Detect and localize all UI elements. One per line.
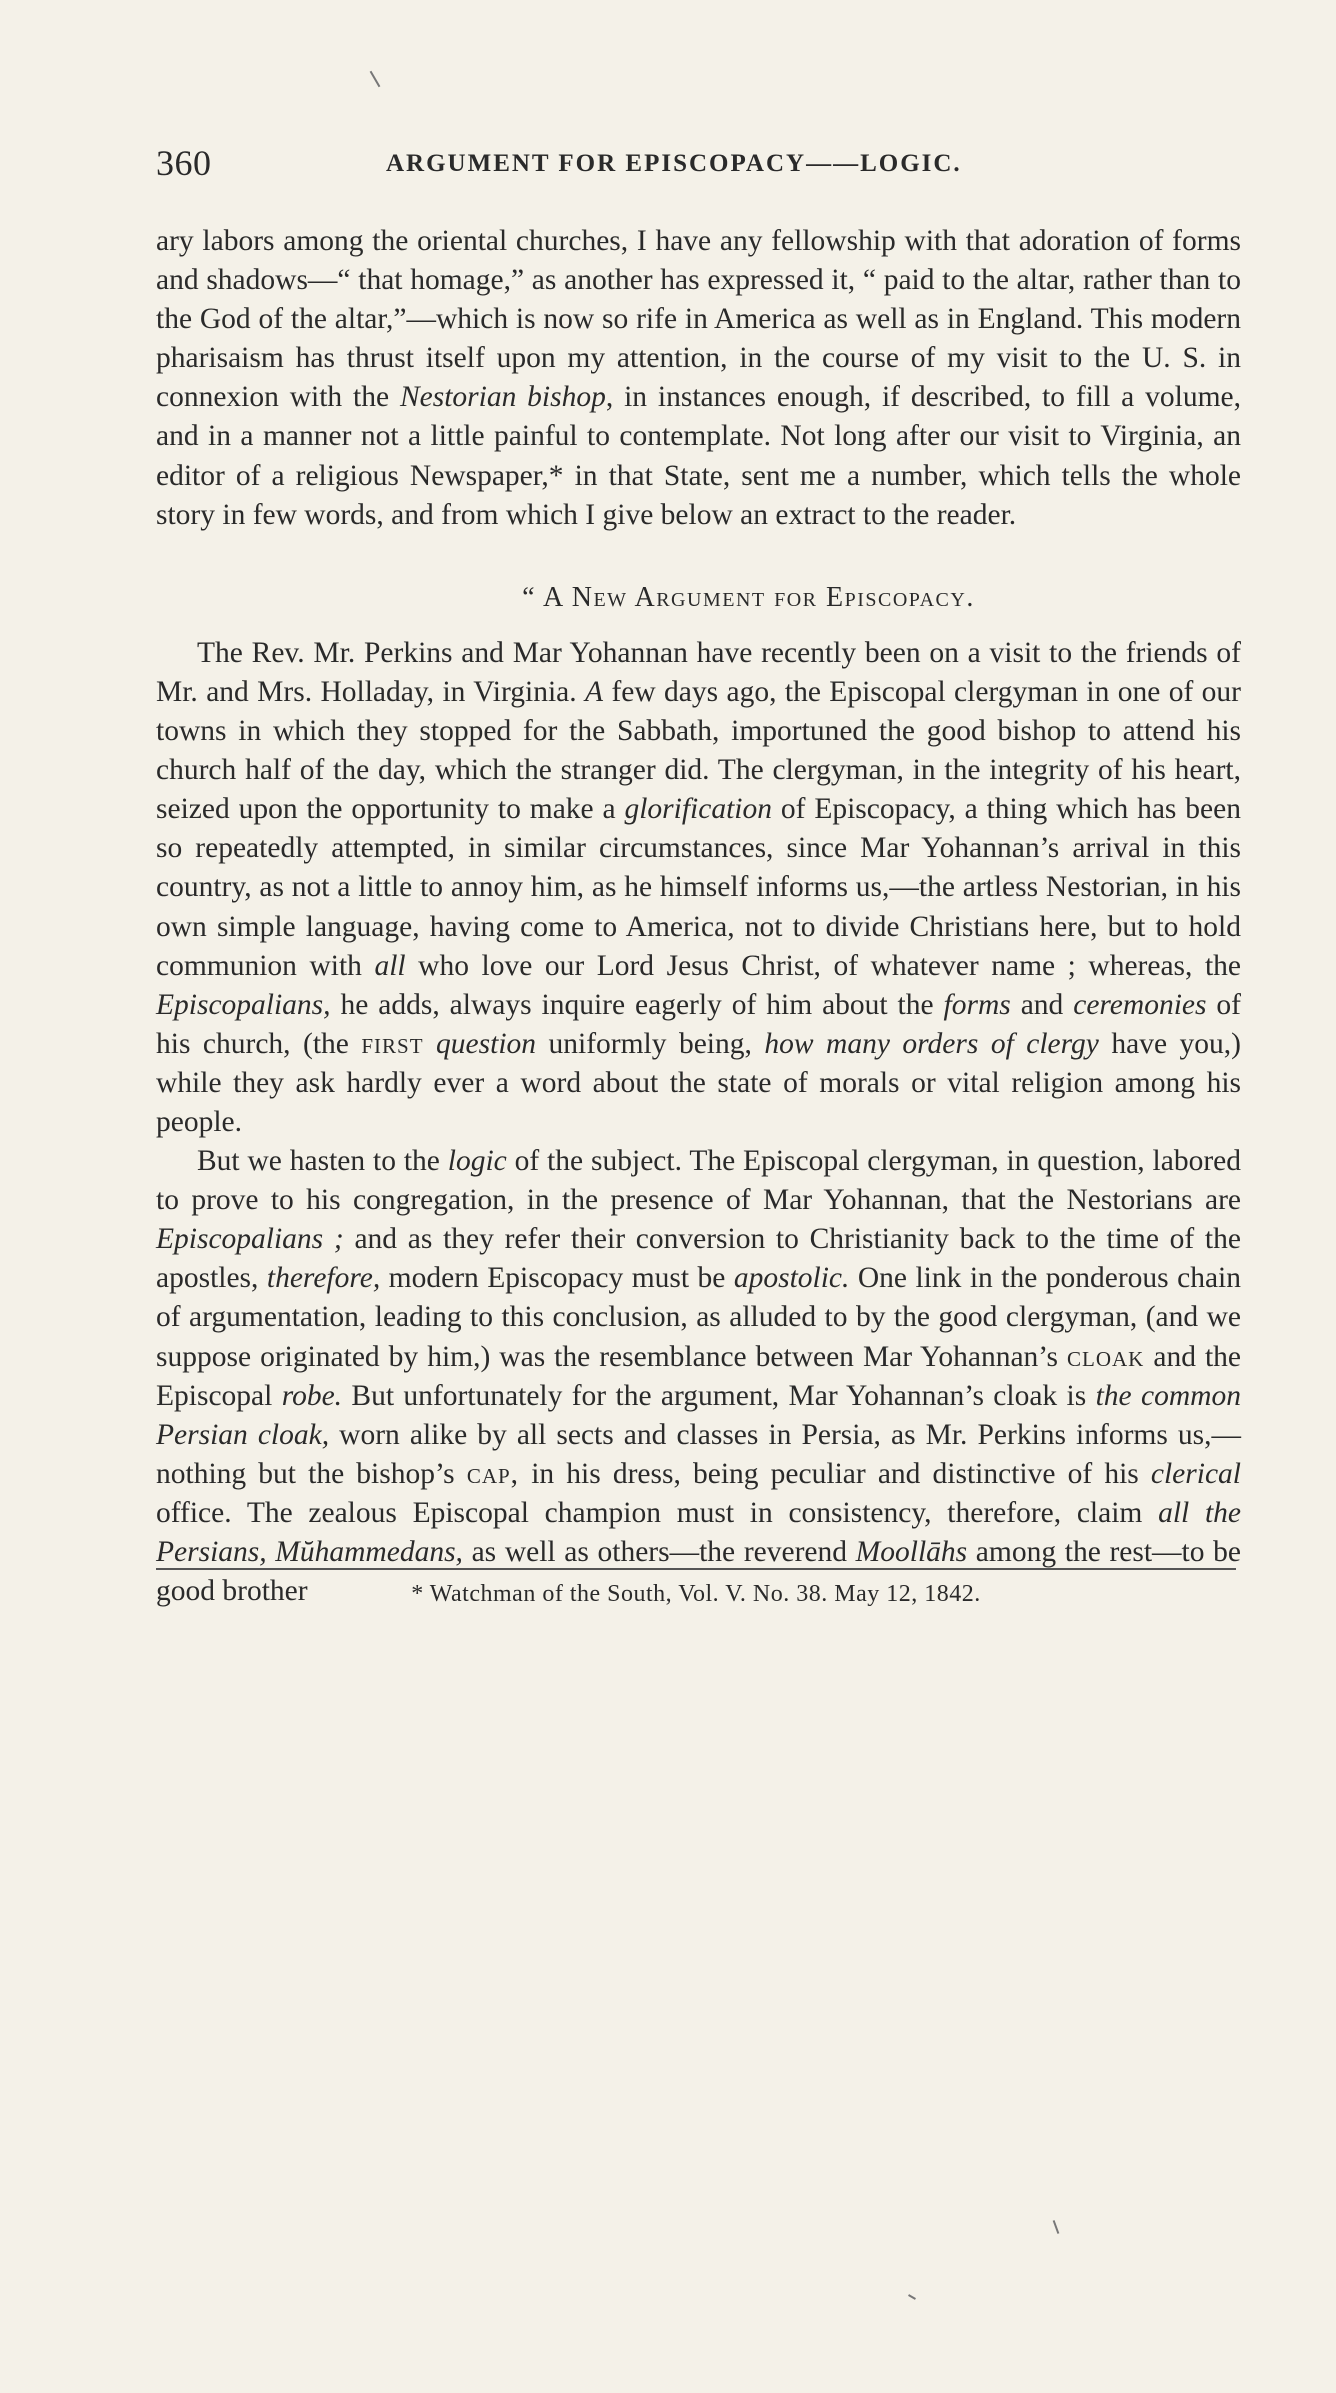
text-run: [424, 1028, 436, 1060]
italic-run: therefore,: [266, 1262, 381, 1295]
text-run: and the Episcopal: [156, 1340, 1242, 1412]
italic-run: robe.: [281, 1379, 343, 1412]
text-run: But we hasten to the: [197, 1145, 448, 1178]
text-run: as well as others—the reverend: [462, 1536, 856, 1568]
text-run: and as they refer their conversion to Christianity back to the time of the apostles,: [156, 1223, 1241, 1295]
text-run: ary labors among the oriental churches, I have any fellowship with that adoration of forms and shadows—“ that homage,” as another has expressed it, “ paid to the altar, rather than to the God of the altar,”—which is now so rife in America as well as in England. This modern pharisaism has thrust itself upon my attention, in the course of my visit to the U. S. in connexion with the: [156, 225, 1241, 414]
italic-run: how many orders of clergy: [764, 1027, 1099, 1060]
text-run: among the rest—to be good brother: [156, 1536, 1241, 1608]
italic-run: all: [374, 949, 406, 982]
italic-run: forms: [943, 988, 1011, 1021]
page-speck: [1053, 2220, 1060, 2234]
italic-run: A: [585, 675, 604, 708]
text-run: who love our Lord Jesus Christ, of whatever name ; whereas, the: [405, 949, 1241, 982]
italic-run: Episcopalians ;: [156, 1223, 344, 1256]
italic-run: Moollāhs: [855, 1536, 968, 1568]
italic-run: glorification: [624, 793, 772, 826]
page-number: 360: [156, 143, 212, 183]
text-run: have you,) while they ask hardly ever a word about the state of morals or vital religion among his people.: [156, 1027, 1241, 1138]
footnote-rule: [156, 1568, 1236, 1570]
text-run: of Episcopacy, a thing which has been so repeatedly attempted, in similar circumstances, since Mar Yohannan’s arrival in this country, as not a little to annoy him, as he himself informs us,—the artless Nestorian, in his own simple language, having come to America, not to divide Christians here, but to hold communion with: [156, 793, 1241, 982]
text-run: and: [1010, 988, 1074, 1021]
text-run: he adds, always inquire eagerly of him about the: [330, 988, 944, 1021]
small-caps-run: cap,: [466, 1457, 520, 1490]
footnote: * Watchman of the South, Vol. V. No. 38. May 12, 1842.: [411, 1581, 981, 1607]
text-run: office. The zealous Episcopal champion must in consistency, therefore, claim: [156, 1496, 1159, 1529]
italic-run: apostolic.: [733, 1262, 850, 1295]
extract-paragraph-1: [156, 634, 1241, 1142]
text-run: , in instances enough, if described, to fill a volume, and in a manner not a little painful to contemplate. Not long after our visit to Virginia, an editor of a religious Newspaper,* in that State, sent me a number, which tells the whole story in few words, and from which I give below an extract to the reader.: [156, 381, 1241, 531]
page-speck: [370, 71, 381, 88]
small-caps-run: cloak: [1067, 1340, 1145, 1373]
italic-run: ceremonies: [1073, 988, 1207, 1021]
page-speck: [908, 2294, 916, 2300]
text-run: in his dress, being peculiar and distinctive of his: [519, 1457, 1151, 1490]
running-title: ARGUMENT FOR EPISCOPACY——LOGIC.: [386, 150, 962, 177]
running-head: [156, 142, 1236, 192]
italic-run: Episcopalians,: [156, 988, 331, 1021]
text-run: But unfortunately for the argument, Mar Yohannan’s cloak is: [342, 1379, 1096, 1412]
italic-run: question: [436, 1027, 537, 1060]
extract-heading: “ A New Argument for Episcopacy.: [522, 581, 975, 613]
italic-run: logic: [447, 1145, 507, 1178]
text-run: few days ago, the Episcopal clergyman in one of our towns in which they stopped for the Sabbath, importuned the good bishop to attend his church half of the day, which the stranger did. The clergyman, in the integrity of his heart, seized upon the opportunity to make a: [156, 675, 1241, 826]
text-run: modern Episcopacy must be: [380, 1262, 734, 1295]
intro-paragraph: [156, 222, 1241, 535]
italic-run: all the Persians, Mŭhammedans,: [156, 1496, 1242, 1568]
small-caps-run: first: [361, 1027, 424, 1060]
italic-run: Nestorian bishop: [399, 381, 606, 414]
text-run: One link in the ponderous chain of argumentation, leading to this conclusion, as alluded to by the good clergyman, (and we suppose originated by him,) was the resemblance between Mar Yohannan’s: [156, 1262, 1242, 1373]
text-run: of his church, (the: [156, 988, 1241, 1060]
text-run: of the subject. The Episcopal clergyman, in question, labored to prove to his congregation, in the presence of Mar Yohannan, that the Nestorians are: [156, 1145, 1241, 1217]
italic-run: the common Persian cloak,: [156, 1379, 1241, 1451]
extract-paragraph-2: [156, 1142, 1241, 1611]
text-run: The Rev. Mr. Perkins and Mar Yohannan have recently been on a visit to the friends of Mr. and Mrs. Holladay, in Virginia.: [156, 636, 1241, 708]
body-text: [156, 222, 1241, 1611]
text-run: uniformly being,: [536, 1027, 765, 1060]
italic-run: clerical: [1150, 1457, 1241, 1490]
text-run: worn alike by all sects and classes in Persia, as Mr. Perkins informs us,—nothing but the bishop’s: [156, 1418, 1242, 1490]
